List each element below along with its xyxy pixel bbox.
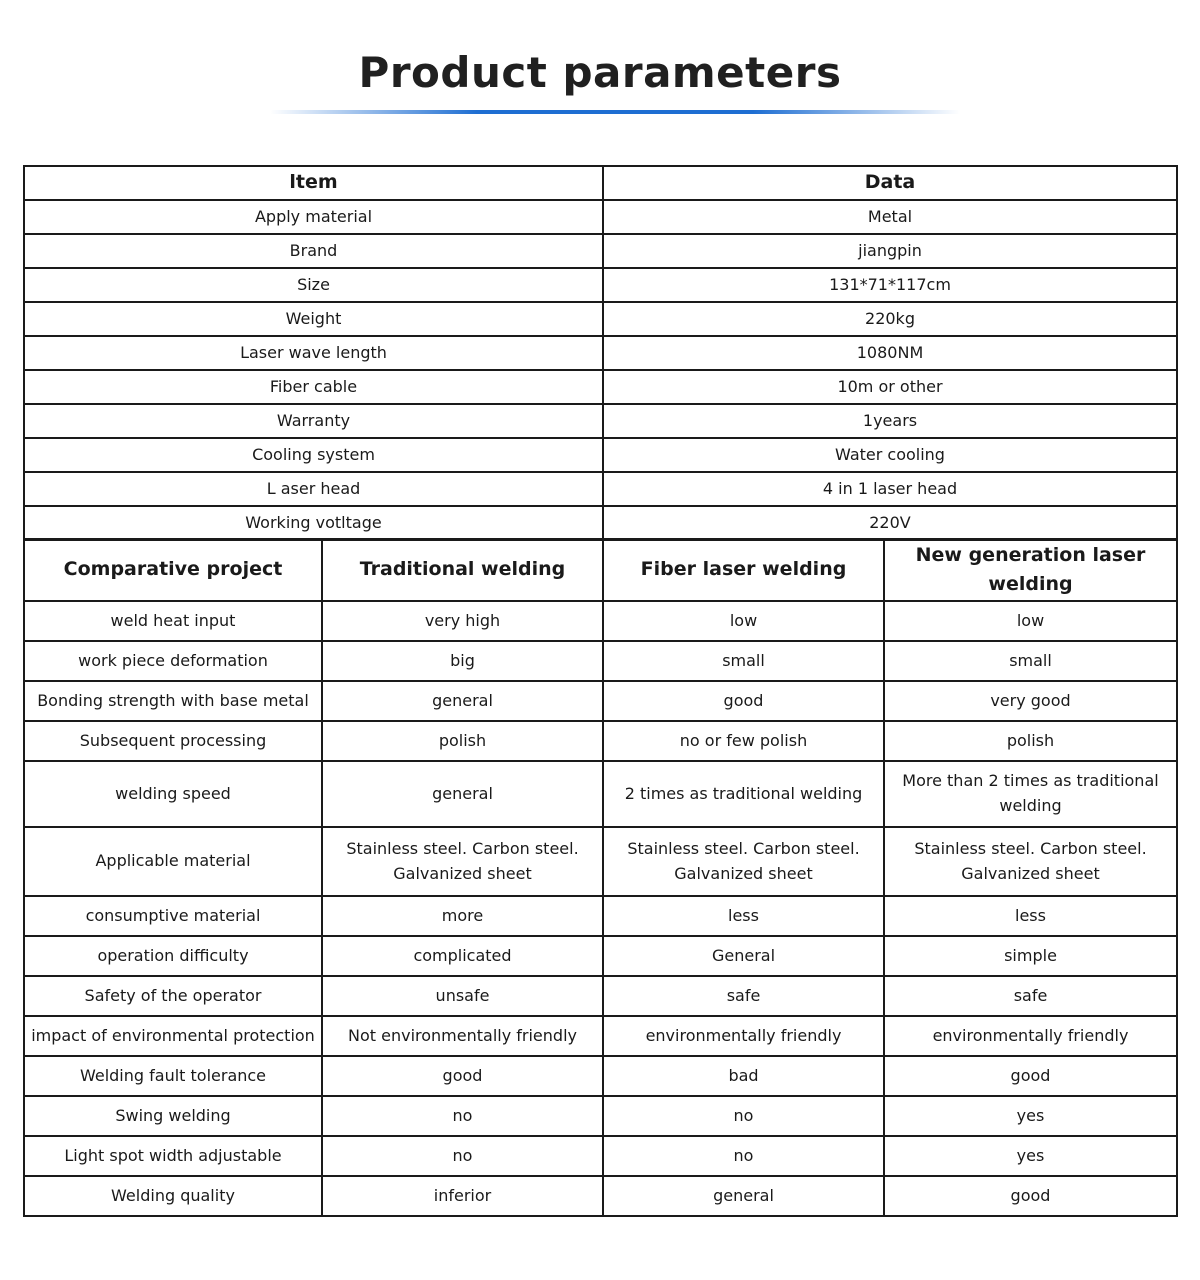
new-generation-value: More than 2 times as traditional welding xyxy=(884,761,1177,827)
traditional-value: good xyxy=(322,1056,603,1096)
spec-item: Size xyxy=(24,268,603,302)
traditional-value: general xyxy=(322,681,603,721)
comparison-row xyxy=(24,827,1177,896)
traditional-value: unsafe xyxy=(322,976,603,1016)
fiber-value: less xyxy=(603,896,884,936)
comparison-row xyxy=(24,936,1177,976)
new-generation-value: very good xyxy=(884,681,1177,721)
new-generation-value: polish xyxy=(884,721,1177,761)
comparison-project: weld heat input xyxy=(24,601,322,641)
comparison-row xyxy=(24,1056,1177,1096)
comparison-header-fiber: Fiber laser welding xyxy=(603,539,884,601)
comparison-row xyxy=(24,1016,1177,1056)
traditional-value: very high xyxy=(322,601,603,641)
spec-value: 10m or other xyxy=(603,370,1177,404)
spec-item: Cooling system xyxy=(24,438,603,472)
new-generation-value: less xyxy=(884,896,1177,936)
new-generation-value: good xyxy=(884,1176,1177,1216)
spec-item: Apply material xyxy=(24,200,603,234)
fiber-value: general xyxy=(603,1176,884,1216)
spec-header-data: Data xyxy=(603,166,1177,200)
fiber-value: safe xyxy=(603,976,884,1016)
spec-value: Water cooling xyxy=(603,438,1177,472)
comparison-row xyxy=(24,721,1177,761)
spec-row xyxy=(24,370,1177,404)
new-generation-value: low xyxy=(884,601,1177,641)
spec-header-item: ltem xyxy=(24,166,603,200)
traditional-value: Stainless steel. Carbon steel. Galvanized sheet xyxy=(322,827,603,896)
traditional-value: big xyxy=(322,641,603,681)
comparison-project: Swing welding xyxy=(24,1096,322,1136)
comparison-row xyxy=(24,1096,1177,1136)
fiber-value: no xyxy=(603,1096,884,1136)
spec-row xyxy=(24,234,1177,268)
fiber-value: no or few polish xyxy=(603,721,884,761)
new-generation-value: small xyxy=(884,641,1177,681)
fiber-value: small xyxy=(603,641,884,681)
spec-row xyxy=(24,506,1177,540)
spec-value: 220V xyxy=(603,506,1177,540)
comparison-project: Safety of the operator xyxy=(24,976,322,1016)
comparison-header-row xyxy=(24,539,1177,601)
spec-value: 4 in 1 laser head xyxy=(603,472,1177,506)
spec-item: L aser head xyxy=(24,472,603,506)
new-generation-value: safe xyxy=(884,976,1177,1016)
comparison-row xyxy=(24,896,1177,936)
comparison-row xyxy=(24,601,1177,641)
traditional-value: more xyxy=(322,896,603,936)
spec-item: Fiber cable xyxy=(24,370,603,404)
page-title: Product parameters xyxy=(358,48,842,97)
comparison-row xyxy=(24,976,1177,1016)
fiber-value: 2 times as traditional welding xyxy=(603,761,884,827)
fiber-value: low xyxy=(603,601,884,641)
spec-value: 1years xyxy=(603,404,1177,438)
traditional-value: no xyxy=(322,1096,603,1136)
comparison-header-traditional: Traditional welding xyxy=(322,539,603,601)
comparison-row xyxy=(24,1136,1177,1176)
spec-table xyxy=(23,165,1178,541)
fiber-value: good xyxy=(603,681,884,721)
traditional-value: no xyxy=(322,1136,603,1176)
comparison-row xyxy=(24,761,1177,827)
fiber-value: General xyxy=(603,936,884,976)
spec-value: 220kg xyxy=(603,302,1177,336)
comparison-project: operation difficulty xyxy=(24,936,322,976)
new-generation-value: simple xyxy=(884,936,1177,976)
spec-item: Weight xyxy=(24,302,603,336)
spec-row xyxy=(24,200,1177,234)
traditional-value: polish xyxy=(322,721,603,761)
spec-item: Working votltage xyxy=(24,506,603,540)
new-generation-value: environmentally friendly xyxy=(884,1016,1177,1056)
new-generation-value: yes xyxy=(884,1136,1177,1176)
comparison-project: Light spot width adjustable xyxy=(24,1136,322,1176)
comparison-project: Welding fault tolerance xyxy=(24,1056,322,1096)
spec-row xyxy=(24,268,1177,302)
spec-item: Warranty xyxy=(24,404,603,438)
new-generation-value: Stainless steel. Carbon steel. Galvanized sheet xyxy=(884,827,1177,896)
comparison-project: Welding quality xyxy=(24,1176,322,1216)
fiber-value: bad xyxy=(603,1056,884,1096)
comparison-project: welding speed xyxy=(24,761,322,827)
fiber-value: environmentally friendly xyxy=(603,1016,884,1056)
spec-value: 1080NM xyxy=(603,336,1177,370)
traditional-value: Not environmentally friendly xyxy=(322,1016,603,1056)
comparison-project: Bonding strength with base metal xyxy=(24,681,322,721)
traditional-value: complicated xyxy=(322,936,603,976)
spec-item: Laser wave length xyxy=(24,336,603,370)
new-generation-value: good xyxy=(884,1056,1177,1096)
fiber-value: Stainless steel. Carbon steel. Galvanized sheet xyxy=(603,827,884,896)
traditional-value: general xyxy=(322,761,603,827)
comparison-project: Subsequent processing xyxy=(24,721,322,761)
comparison-project: consumptive material xyxy=(24,896,322,936)
comparison-header-project: Comparative project xyxy=(24,539,322,601)
comparison-row xyxy=(24,1176,1177,1216)
spec-row xyxy=(24,336,1177,370)
comparison-table xyxy=(23,538,1178,1217)
spec-item: Brand xyxy=(24,234,603,268)
comparison-project: work piece deformation xyxy=(24,641,322,681)
spec-row xyxy=(24,302,1177,336)
comparison-header-new-generation: New generation laser welding xyxy=(884,539,1177,601)
spec-value: jiangpin xyxy=(603,234,1177,268)
spec-header-row xyxy=(24,166,1177,200)
new-generation-value: yes xyxy=(884,1096,1177,1136)
comparison-project: impact of environmental protection xyxy=(24,1016,322,1056)
spec-row xyxy=(24,472,1177,506)
traditional-value: inferior xyxy=(322,1176,603,1216)
comparison-project: Applicable material xyxy=(24,827,322,896)
fiber-value: no xyxy=(603,1136,884,1176)
comparison-row xyxy=(24,641,1177,681)
title-underline xyxy=(270,110,960,114)
spec-value: Metal xyxy=(603,200,1177,234)
spec-row xyxy=(24,404,1177,438)
spec-row xyxy=(24,438,1177,472)
comparison-row xyxy=(24,681,1177,721)
spec-value: 131*71*117cm xyxy=(603,268,1177,302)
